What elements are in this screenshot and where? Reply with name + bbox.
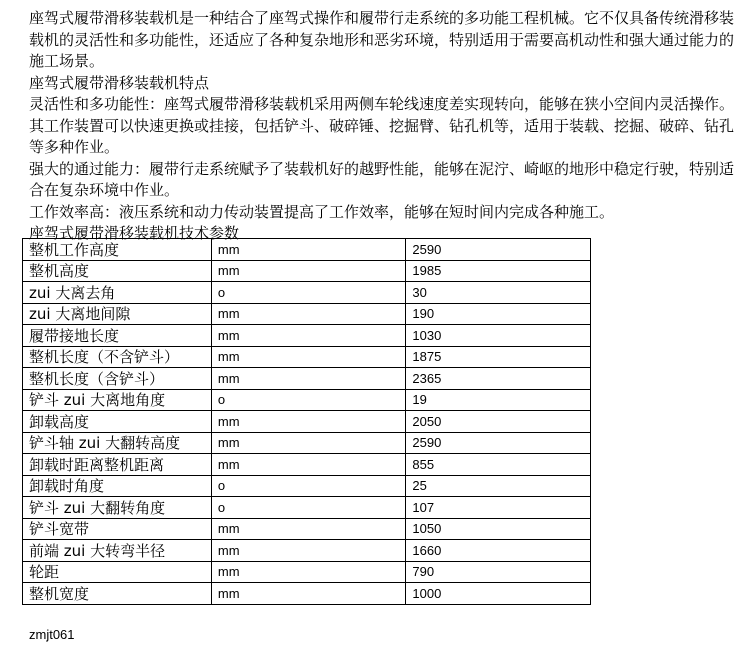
table-row xyxy=(23,368,591,390)
param-unit-cell: o xyxy=(211,282,406,304)
param-value-cell: 1660 xyxy=(406,540,591,562)
param-unit-cell: o xyxy=(211,497,406,519)
document-body xyxy=(29,8,735,245)
footer-code: zmjt061 xyxy=(29,627,75,642)
param-name-cell: zui 大离去角 xyxy=(23,282,212,304)
param-name-cell: zui 大离地间隙 xyxy=(23,303,212,325)
param-value-cell: 1000 xyxy=(406,583,591,605)
passability-paragraph: 强大的通过能力：履带行走系统赋予了装载机好的越野性能，能够在泥泞、崎岖的地形中稳定行驶，特别适合在复杂环境中作业。 xyxy=(29,159,735,199)
param-unit-cell: mm xyxy=(211,368,406,390)
table-row xyxy=(23,411,591,433)
param-unit-cell: mm xyxy=(211,411,406,433)
param-value-cell: 790 xyxy=(406,561,591,583)
param-value-cell: 2050 xyxy=(406,411,591,433)
param-value-cell: 19 xyxy=(406,389,591,411)
param-name-cell: 整机工作高度 xyxy=(23,239,212,261)
param-value-cell: 855 xyxy=(406,454,591,476)
table-row xyxy=(23,325,591,347)
param-name-cell: 铲斗 zui 大离地角度 xyxy=(23,389,212,411)
table-row xyxy=(23,540,591,562)
table-row xyxy=(23,432,591,454)
param-name-cell: 整机高度 xyxy=(23,260,212,282)
param-value-cell: 25 xyxy=(406,475,591,497)
param-name-cell: 卸载时距离整机距离 xyxy=(23,454,212,476)
param-name-cell: 轮距 xyxy=(23,561,212,583)
spec-table-body xyxy=(23,239,591,605)
table-row xyxy=(23,561,591,583)
param-unit-cell: mm xyxy=(211,260,406,282)
spec-table xyxy=(22,238,591,605)
param-value-cell: 1050 xyxy=(406,518,591,540)
param-name-cell: 铲斗轴 zui 大翻转高度 xyxy=(23,432,212,454)
param-name-cell: 铲斗 zui 大翻转角度 xyxy=(23,497,212,519)
features-heading: 座驾式履带滑移装载机特点 xyxy=(29,73,210,92)
param-unit-cell: mm xyxy=(211,432,406,454)
param-name-cell: 整机宽度 xyxy=(23,583,212,605)
table-row xyxy=(23,239,591,261)
param-name-cell: 铲斗宽带 xyxy=(23,518,212,540)
param-unit-cell: mm xyxy=(211,561,406,583)
flexibility-paragraph: 灵活性和多功能性：座驾式履带滑移装载机采用两侧车轮线速度差实现转向，能够在狭小空间内灵活操作。其工作装置可以快速更换或挂接，包括铲斗、破碎锤、挖掘臂、钻孔机等，适用于装载、挖掘、破碎、钻孔等多种作业。 xyxy=(29,95,735,156)
param-unit-cell: mm xyxy=(211,518,406,540)
param-value-cell: 2590 xyxy=(406,239,591,261)
param-unit-cell: mm xyxy=(211,239,406,261)
param-name-cell: 卸载高度 xyxy=(23,411,212,433)
table-row xyxy=(23,583,591,605)
param-name-cell: 卸载时角度 xyxy=(23,475,212,497)
table-row xyxy=(23,346,591,368)
efficiency-paragraph: 工作效率高：液压系统和动力传动装置提高了工作效率，能够在短时间内完成各种施工。 xyxy=(29,202,615,221)
param-name-cell: 前端 zui 大转弯半径 xyxy=(23,540,212,562)
table-row xyxy=(23,518,591,540)
param-value-cell: 190 xyxy=(406,303,591,325)
table-row xyxy=(23,389,591,411)
param-unit-cell: mm xyxy=(211,325,406,347)
param-value-cell: 107 xyxy=(406,497,591,519)
table-row xyxy=(23,303,591,325)
table-row xyxy=(23,282,591,304)
spec-heading: 座驾式履带滑移装载机技术参数 xyxy=(29,224,240,242)
param-name-cell: 整机长度（含铲斗） xyxy=(23,368,212,390)
table-row xyxy=(23,454,591,476)
param-unit-cell: mm xyxy=(211,303,406,325)
table-row xyxy=(23,475,591,497)
param-unit-cell: o xyxy=(211,475,406,497)
param-value-cell: 1875 xyxy=(406,346,591,368)
param-unit-cell: o xyxy=(211,389,406,411)
param-name-cell: 整机长度（不含铲斗） xyxy=(23,346,212,368)
param-unit-cell: mm xyxy=(211,346,406,368)
param-value-cell: 1985 xyxy=(406,260,591,282)
table-row xyxy=(23,260,591,282)
param-value-cell: 1030 xyxy=(406,325,591,347)
intro-paragraph: 座驾式履带滑移装载机是一种结合了座驾式操作和履带行走系统的多功能工程机械。它不仅具备传统滑移装载机的灵活性和多功能性，还适应了各种复杂地形和恶劣环境，特别适用于需要高机动性和强大通过能力的施工场景。 xyxy=(29,9,735,70)
param-value-cell: 30 xyxy=(406,282,591,304)
param-unit-cell: mm xyxy=(211,454,406,476)
param-value-cell: 2365 xyxy=(406,368,591,390)
param-unit-cell: mm xyxy=(211,583,406,605)
param-name-cell: 履带接地长度 xyxy=(23,325,212,347)
param-unit-cell: mm xyxy=(211,540,406,562)
param-value-cell: 2590 xyxy=(406,432,591,454)
table-row xyxy=(23,497,591,519)
